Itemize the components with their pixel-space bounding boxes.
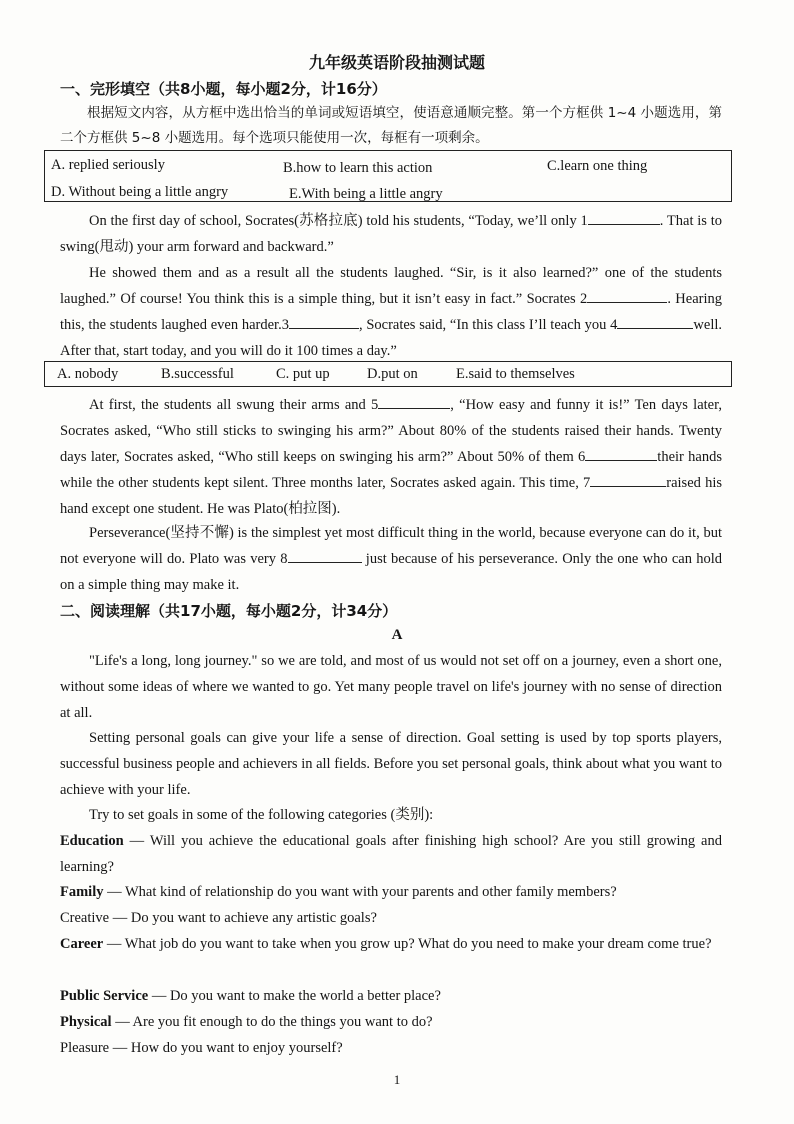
cloze-text: At first, the students all swung their arms and 5	[89, 397, 379, 413]
option-2e: E.said to themselves	[456, 366, 575, 382]
category-education	[60, 828, 722, 880]
blank-6	[585, 445, 657, 461]
option-1e: E.With being a little angry	[289, 186, 443, 202]
options-box-1	[44, 150, 732, 202]
category-label: Education	[60, 833, 124, 849]
cloze-text: just because of his perseverance. Only the one who can hold on a simple thing may make it.	[60, 551, 723, 593]
cloze-paragraph-1	[60, 208, 722, 260]
cloze-text: well. After that, start today, and you will do it 100 times a day.”	[60, 317, 722, 359]
option-1a: A. replied seriously	[51, 157, 165, 173]
category-label: Public Service	[60, 988, 149, 1004]
category-text: — Do you want to achieve any artistic goals?	[109, 910, 377, 926]
option-1d: D. Without being a little angry	[51, 184, 229, 200]
cloze-paragraph-2	[60, 260, 722, 364]
blank-2	[587, 287, 667, 303]
page-title: 九年级英语阶段抽测试题	[308, 53, 485, 72]
category-text: — What kind of relationship do you want with your parents and other family members?	[103, 884, 617, 900]
option-2d: D.put on	[367, 366, 418, 382]
page-number: 1	[393, 1072, 401, 1087]
category-text: — Do you want to make the world a better place?	[148, 988, 441, 1004]
option-2a: A. nobody	[57, 366, 119, 382]
cloze-text: , “How easy and funny it is!” Ten days later, Socrates asked, “Who still sticks to swinging his arm?” About 80% of the students raised their hands. Twenty days later, Socrates asked, “Who still keeps on swinging his arm?” About 50% of them 6	[60, 397, 722, 465]
reading-paragraph-2: Setting personal goals can give your life a sense of direction. Goal setting is used by top sports players, successful business people and achievers in all fields. Before you set personal goals, think about what you want to achieve with your life.	[60, 730, 723, 798]
category-text: — Will you achieve the educational goals after finishing high school? Are you still growing and learning?	[60, 833, 722, 875]
category-physical	[60, 1009, 722, 1035]
blank-5	[378, 393, 450, 409]
cloze-text: . That is to swing(甩动) your arm forward and backward.”	[60, 213, 723, 255]
cloze-paragraph-3	[60, 392, 722, 522]
category-pleasure	[60, 1035, 722, 1061]
blank-3	[289, 313, 359, 329]
cloze-text: . Hearing this, the students laughed even harder.3	[60, 291, 722, 333]
category-creative	[60, 905, 722, 931]
reading-paragraph-1: "Life's a long, long journey." so we are told, and most of us would not set off on a journey, even a short one, without some ideas of where we wanted to go. Yet many people travel on life's journey with no sense of direction at all.	[60, 653, 722, 721]
cloze-text: their hands while the other students kept silent. Three months later, Socrates asked again. This time, 7	[60, 449, 722, 491]
category-label: Physical	[60, 1014, 112, 1030]
category-text: — How do you want to enjoy yourself?	[109, 1040, 343, 1056]
option-1c: C.learn one thing	[547, 158, 648, 174]
category-career	[60, 931, 722, 957]
section2-heading: 二、阅读理解（共17小题，每小题2分，计34分）	[60, 602, 398, 620]
passage-label: A	[391, 627, 403, 643]
category-label: Creative	[60, 910, 110, 926]
blank-4	[617, 313, 693, 329]
category-public-service	[60, 983, 722, 1009]
section1-heading: 一、完形填空（共8小题，每小题2分，计16分）	[60, 80, 387, 98]
category-text: — What job do you want to take when you grow up? What do you need to make your dream come true?	[103, 936, 712, 952]
cloze-text: On the first day of school, Socrates(苏格拉底) told his students, “Today, we’ll only 1	[89, 213, 588, 229]
cloze-text: , Socrates said, “In this class I’ll teach you 4	[358, 317, 618, 333]
category-label: Family	[60, 884, 104, 900]
reading-paragraph-3: Try to set goals in some of the following categories (类别):	[89, 807, 434, 823]
blank-8	[288, 547, 362, 563]
cloze-text: Perseverance(坚持不懈) is the simplest yet most difficult thing in the world, because everyone can do it, but not everyone will do. Plato was very 8	[60, 525, 722, 567]
category-label: Career	[60, 936, 104, 952]
blank-7	[590, 471, 666, 487]
option-2c: C. put up	[276, 366, 330, 382]
category-text: — Are you fit enough to do the things you want to do?	[111, 1014, 433, 1030]
options-box-2	[44, 361, 732, 387]
category-family	[60, 879, 722, 905]
option-2b: B.successful	[161, 366, 234, 382]
blank-1	[588, 209, 660, 225]
cloze-paragraph-4	[60, 520, 722, 598]
category-label: Pleasure	[60, 1040, 110, 1056]
cloze-text: He showed them and as a result all the students laughed. “Sir, is it also learned?” one of the students laughed.” Of course! You think this is a simple thing, but it isn’t easy in fact.” Socrates 2	[60, 265, 722, 307]
section1-instructions: 根据短文内容，从方框中选出恰当的单词或短语填空，使语意通顺完整。第一个方框供 1~4 小题选用，第二个方框供 5~8 小题选用。每个选项只能使用一次，每框有一项剩余。	[60, 105, 722, 146]
cloze-text: raised his hand except one student. He was Plato(柏拉图).	[60, 475, 722, 517]
option-1b: B.how to learn this action	[283, 160, 433, 176]
